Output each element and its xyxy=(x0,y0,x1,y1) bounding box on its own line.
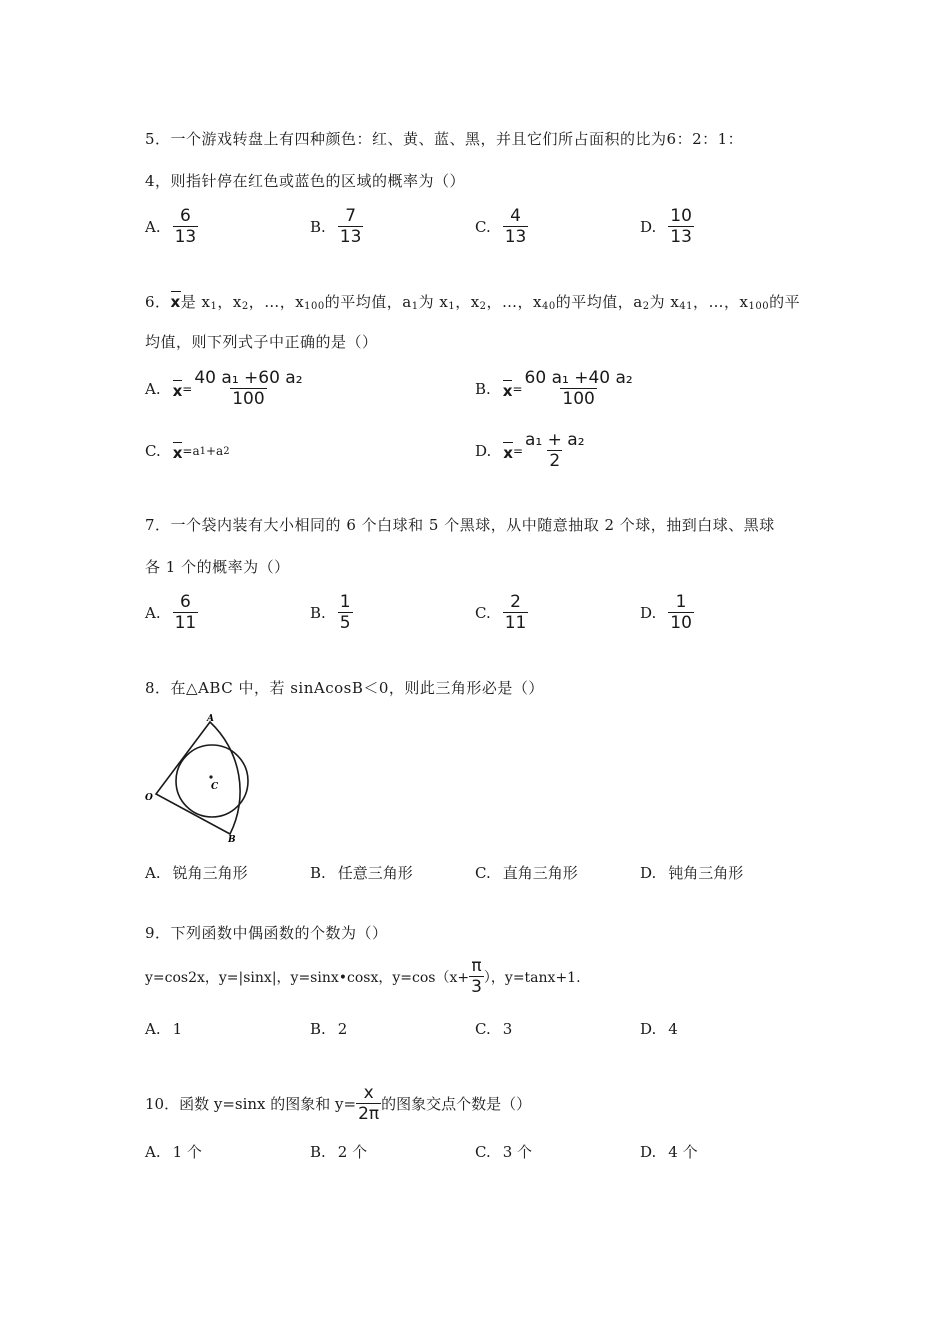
option-label: A. xyxy=(145,863,161,882)
numerator: 1 xyxy=(675,592,687,612)
fraction xyxy=(503,592,529,633)
stem-text: ，x xyxy=(455,293,480,311)
q10-option-b[interactable] xyxy=(310,1141,367,1162)
fraction xyxy=(523,368,635,409)
stem-text: 的平均值，a xyxy=(555,293,643,311)
q5-stem-line2: 4，则指针停在红色或蓝色的区域的概率为（） xyxy=(145,172,466,190)
option-label: B. xyxy=(310,1142,326,1161)
option-text: 4 xyxy=(668,1020,678,1038)
fraction xyxy=(668,592,694,633)
subscript: 100 xyxy=(748,301,770,312)
functions-text: y=cos2x，y=|sinx|，y=sinx•cosx，y=cos（x+ xyxy=(145,969,470,986)
fraction xyxy=(338,206,364,247)
fraction xyxy=(469,956,484,997)
q7-option-d[interactable] xyxy=(640,592,694,633)
label-b: B xyxy=(228,835,236,842)
functions-text: ），y=tanx+1. xyxy=(483,969,581,986)
numerator: 1 xyxy=(339,592,351,612)
q9-stem-line1: 9．下列函数中偶函数的个数为（） xyxy=(145,924,388,942)
option-text: 任意三角形 xyxy=(337,864,413,882)
q7-option-c[interactable] xyxy=(475,592,528,633)
denominator: 13 xyxy=(339,227,362,247)
fraction xyxy=(173,592,199,633)
q5-option-d[interactable] xyxy=(640,206,694,247)
denominator: 2 xyxy=(549,451,561,471)
stem-text: 的平均值，a xyxy=(324,293,412,311)
q5-option-a[interactable] xyxy=(145,206,198,247)
q6-option-a[interactable] xyxy=(145,368,305,409)
x-bar-symbol: x xyxy=(173,440,183,462)
numerator: 10 xyxy=(670,206,692,226)
q8-option-b[interactable] xyxy=(310,862,413,883)
numerator: 2 xyxy=(510,592,521,612)
option-label: A. xyxy=(145,217,161,236)
sector-outline xyxy=(156,722,240,834)
equals: = xyxy=(182,381,193,396)
subscript: 2 xyxy=(642,301,650,312)
subscript: 41 xyxy=(679,301,694,312)
fraction xyxy=(523,430,587,471)
numerator: 40 a₁ +60 a₂ xyxy=(194,368,303,388)
stem-text: ，…，x xyxy=(486,293,542,311)
stem-text: ，…，x xyxy=(248,293,305,311)
numerator: 4 xyxy=(510,206,521,226)
expression: =a xyxy=(182,444,200,458)
fraction xyxy=(173,206,199,247)
q6-stem-line2: 均值，则下列式子中正确的是（） xyxy=(145,333,378,351)
subscript: 2 xyxy=(223,445,230,457)
option-text: 3 xyxy=(502,1020,513,1038)
option-text: 钝角三角形 xyxy=(668,864,744,882)
circle-sector-figure xyxy=(140,712,280,842)
denominator: 13 xyxy=(670,227,692,247)
equals: = xyxy=(512,443,524,458)
option-text: 2 个 xyxy=(337,1143,368,1161)
x-bar-symbol: x xyxy=(171,289,181,311)
numerator: π xyxy=(471,956,482,976)
expression: +a xyxy=(206,444,224,458)
stem-text: ，…，x xyxy=(693,293,749,311)
option-label: C. xyxy=(475,603,491,622)
option-label: B. xyxy=(310,1020,326,1038)
option-label: B. xyxy=(310,863,326,882)
option-label: D. xyxy=(640,1020,657,1038)
x-bar-symbol: x xyxy=(173,378,183,400)
q5-option-c[interactable] xyxy=(475,206,528,247)
numerator: 7 xyxy=(345,206,357,226)
denominator: 100 xyxy=(232,389,265,409)
subscript: 2 xyxy=(241,301,249,312)
denominator: 11 xyxy=(174,613,197,633)
fraction xyxy=(668,206,694,247)
stem-text: ，x xyxy=(217,293,242,311)
q7-stem-line1: 7．一个袋内装有大小相同的 6 个白球和 5 个黑球，从中随意抽取 2 个球，抽到白球、黑球 xyxy=(145,516,775,534)
option-text: 1 个 xyxy=(172,1143,202,1161)
option-text: 3 个 xyxy=(502,1143,533,1161)
denominator: 13 xyxy=(504,227,527,247)
numerator: x xyxy=(363,1083,374,1103)
option-label: C. xyxy=(145,442,161,460)
numerator: 60 a₁ +40 a₂ xyxy=(524,368,633,388)
label-a: A xyxy=(207,714,214,724)
denominator: 3 xyxy=(471,977,482,997)
q5-stem-line1: 5．一个游戏转盘上有四种颜色：红、黄、蓝、黑，并且它们所占面积的比为6：2：1： xyxy=(145,130,744,148)
stem-text: 为 x xyxy=(649,293,680,311)
option-label: A. xyxy=(145,603,161,622)
question-number: 6． xyxy=(145,293,171,311)
x-bar-symbol: x xyxy=(503,440,513,462)
option-label: C. xyxy=(475,217,491,236)
subscript: 1 xyxy=(448,301,456,312)
q6-option-b[interactable] xyxy=(475,368,635,409)
denominator: 10 xyxy=(670,613,692,633)
stem-text: 是 x xyxy=(180,293,211,311)
q10-option-d[interactable] xyxy=(640,1141,698,1162)
option-label: B. xyxy=(475,379,491,398)
label-o: O xyxy=(145,793,153,803)
q9-option-a[interactable] xyxy=(145,1020,182,1038)
center-dot xyxy=(209,775,212,778)
numerator: a₁ + a₂ xyxy=(525,430,585,450)
option-label: A. xyxy=(145,379,161,398)
subscript: 100 xyxy=(304,301,325,312)
q8-option-c[interactable] xyxy=(475,862,578,883)
q8-stem-line1: 8．在△ABC 中，若 sinAcosB＜0，则此三角形必是（） xyxy=(145,679,544,697)
q7-option-a[interactable] xyxy=(145,592,198,633)
stem-text: 为 x xyxy=(418,293,449,311)
fraction xyxy=(503,206,529,247)
q6-option-d[interactable] xyxy=(475,430,587,471)
option-text: 锐角三角形 xyxy=(172,864,248,882)
fraction xyxy=(338,592,353,633)
option-text: 1 xyxy=(172,1020,183,1038)
q9-functions-line xyxy=(145,956,581,997)
option-label: D. xyxy=(640,217,657,236)
q7-stem-line2: 各 1 个的概率为（） xyxy=(145,558,290,576)
q9-option-d[interactable] xyxy=(640,1020,678,1038)
option-label: D. xyxy=(475,441,492,460)
q8-option-d[interactable] xyxy=(640,862,743,883)
denominator: 2π xyxy=(358,1104,380,1124)
option-label: B. xyxy=(310,217,326,236)
q10-option-a[interactable] xyxy=(145,1141,202,1162)
q9-option-c[interactable] xyxy=(475,1020,512,1038)
option-label: A. xyxy=(145,1020,161,1038)
q5-option-b[interactable] xyxy=(310,206,363,247)
subscript: 1 xyxy=(411,301,419,312)
x-bar-symbol: x xyxy=(503,378,513,400)
option-text: 4 个 xyxy=(668,1143,698,1161)
q6-option-c[interactable] xyxy=(145,440,230,462)
q6-stem-line1 xyxy=(145,289,800,312)
equals: = xyxy=(512,381,523,396)
option-label: B. xyxy=(310,603,326,622)
option-label: C. xyxy=(475,1020,491,1038)
stem-text: 的图象交点个数是（） xyxy=(381,1095,532,1113)
label-c: C xyxy=(211,782,219,792)
fraction xyxy=(356,1083,381,1124)
q9-option-b[interactable] xyxy=(310,1020,347,1038)
q10-option-c[interactable] xyxy=(475,1141,532,1162)
option-label: C. xyxy=(475,1142,491,1161)
denominator: 13 xyxy=(174,227,197,247)
denominator: 100 xyxy=(562,389,595,409)
subscript: 40 xyxy=(542,301,556,312)
subscript: 2 xyxy=(479,301,487,312)
option-label: D. xyxy=(640,863,657,882)
inscribed-circle xyxy=(176,745,248,817)
denominator: 5 xyxy=(339,613,351,633)
stem-text: 的平 xyxy=(769,293,801,311)
subscript: 1 xyxy=(199,445,206,457)
numerator: 6 xyxy=(180,206,191,226)
option-label: D. xyxy=(640,1142,657,1161)
subscript: 1 xyxy=(210,301,218,312)
fraction xyxy=(192,368,304,409)
option-text: 2 xyxy=(337,1020,348,1038)
option-label: D. xyxy=(640,603,657,622)
option-label: C. xyxy=(475,863,491,882)
option-text: 直角三角形 xyxy=(502,864,578,882)
numerator: 6 xyxy=(180,592,191,612)
q10-stem-line1 xyxy=(145,1083,531,1124)
q8-option-a[interactable] xyxy=(145,862,248,883)
q7-option-b[interactable] xyxy=(310,592,353,633)
stem-text: 10．函数 y=sinx 的图象和 y= xyxy=(145,1095,357,1113)
denominator: 11 xyxy=(504,613,527,633)
option-label: A. xyxy=(145,1142,161,1161)
